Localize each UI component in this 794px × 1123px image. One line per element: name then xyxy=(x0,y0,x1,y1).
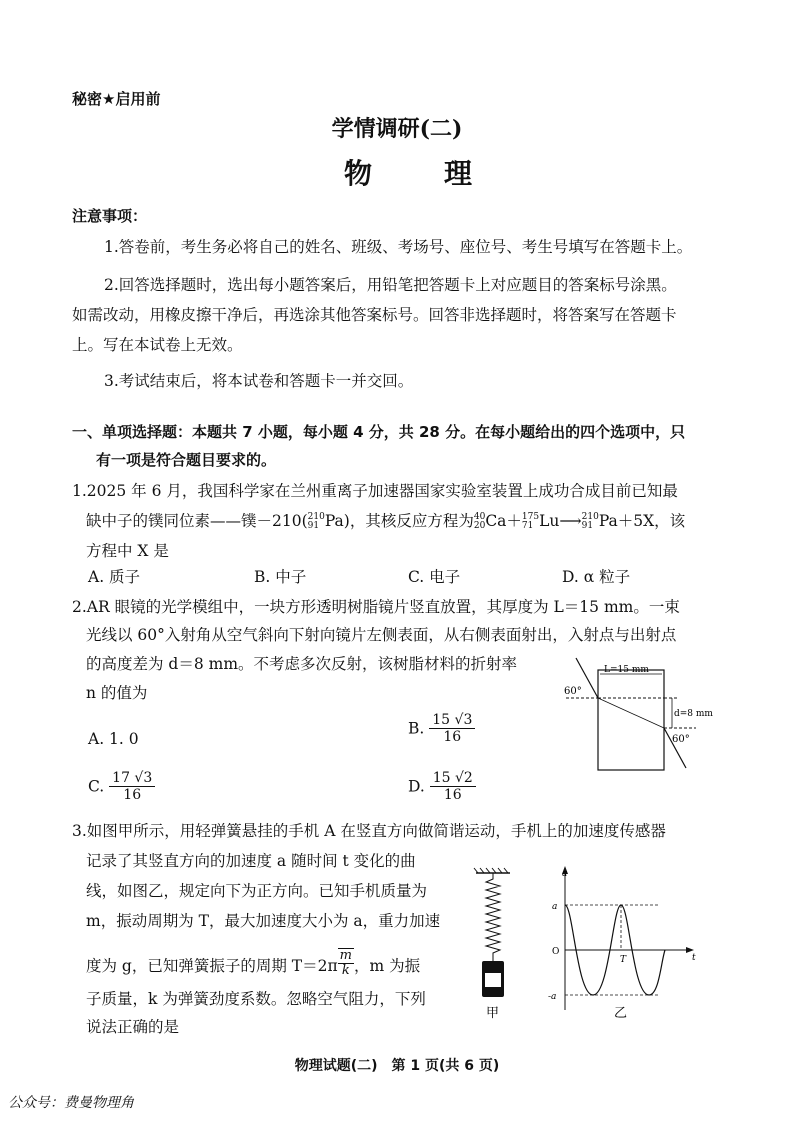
q3-line: 线，如图乙，规定向下为正方向。已知手机质量为 xyxy=(86,882,428,900)
acceleration-graph xyxy=(540,862,700,1022)
notice-item: 2.回答选择题时，选出每小题答案后，用铅笔把答题卡上对应题目的答案标号涂黑。 xyxy=(104,276,677,294)
q3-line: 3.如图甲所示，用轻弹簧悬挂的手机 A 在竖直方向做简谐运动，手机上的加速度传感器 xyxy=(72,822,666,840)
spring-phone-figure xyxy=(470,865,520,1025)
arrow-icon: ⟶ xyxy=(559,512,582,530)
page-footer: 物理试题(二) 第 1 页(共 6 页) xyxy=(294,1058,500,1074)
q3-line: 度为 g，已知弹簧振子的周期 T＝2π $\frac{m}{k}$ ，m 为振 xyxy=(86,948,421,978)
q1-line: 缺中子的镤同位素——镤－210( 210 91 Pa)，其核反应方程为 40 20 Ca＋ 175 71 Lu⟶ 210 91 Pa＋5X，该 xyxy=(86,512,686,531)
q2-line: n 的值为 xyxy=(86,684,148,702)
q3-line: 子质量，k 为弹簧劲度系数。忽略空气阻力，下列 xyxy=(86,990,426,1008)
figure-yi-label: 乙 xyxy=(614,1006,628,1021)
d-label: d=8 mm xyxy=(674,709,713,719)
l-label: L=15 mm xyxy=(604,665,649,675)
q1-line: 1.2025 年 6 月，我国科学家在兰州重离子加速器国家实验室装置上成功合成目前已知最 xyxy=(72,482,678,500)
notice-item: 如需改动，用橡皮擦干净后，再选涂其他答案标号。回答非选择题时，将答案写在答题卡 xyxy=(72,306,677,324)
q1-option-c: C. 电子 xyxy=(408,568,461,586)
figure-jia-label: 甲 xyxy=(486,1006,500,1021)
q1-option-d: D. α 粒子 xyxy=(562,568,631,586)
q3-line: 记录了其竖直方向的加速度 a 随时间 t 变化的曲 xyxy=(86,852,416,870)
period-label: T xyxy=(620,955,627,965)
origin-label: O xyxy=(552,947,560,957)
q2-line: 2.AR 眼镜的光学模组中，一块方形透明树脂镜片竖直放置，其厚度为 L＝15 mm。一束 xyxy=(72,598,680,616)
angle-out-label: 60° xyxy=(672,734,690,745)
notice-heading: 注意事项： xyxy=(72,207,148,225)
q3-line: 说法正确的是 xyxy=(86,1018,180,1036)
q2-option-a: A. 1. 0 xyxy=(88,730,139,748)
a-axis-label: a xyxy=(562,869,568,879)
watermark: 公众号：费曼物理角 xyxy=(8,1095,134,1111)
notice-item: 3.考试结束后，将本试卷和答题卡一并交回。 xyxy=(104,372,414,390)
subject-title: 物 理 xyxy=(343,157,494,190)
q3-line: m，振动周期为 T，最大加速度大小为 a，重力加速 xyxy=(86,912,441,930)
confidential-label: 秘密★启用前 xyxy=(72,90,161,108)
q2-option-b: B. $\frac{15 √3}{16}$ xyxy=(408,712,475,745)
q2-option-c: C. $\frac{17 √3}{16}$ xyxy=(88,770,155,803)
q2-lens-figure xyxy=(560,650,720,775)
q1-option-a: A. 质子 xyxy=(88,568,141,586)
q1-option-b: B. 中子 xyxy=(254,568,307,586)
q2-line: 的高度差为 d＝8 mm。不考虑多次反射，该树脂材料的折射率 xyxy=(86,655,518,673)
notice-item: 1.答卷前，考生务必将自己的姓名、班级、考场号、座位号、考生号填写在答题卡上。 xyxy=(104,238,693,256)
notice-item: 上。写在本试卷上无效。 xyxy=(72,336,243,354)
a-neg-label: -a xyxy=(548,992,557,1002)
q2-line: 光线以 60°入射角从空气斜向下射向镜片左侧表面，从右侧表面射出，入射点与出射点 xyxy=(86,626,677,644)
q2-option-d: D. $\frac{15 √2}{16}$ xyxy=(408,770,476,803)
angle-in-label: 60° xyxy=(564,686,582,697)
a-pos-label: a xyxy=(552,902,558,912)
q1-line: 方程中 X 是 xyxy=(86,542,169,560)
section-heading-cont: 有一项是符合题目要求的。 xyxy=(96,451,277,469)
section-heading: 一、单项选择题：本题共 7 小题，每小题 4 分，共 28 分。在每小题给出的四个选项中，只 xyxy=(72,423,686,441)
t-axis-label: t xyxy=(692,953,696,963)
exam-title: 学情调研(二) xyxy=(331,116,463,142)
